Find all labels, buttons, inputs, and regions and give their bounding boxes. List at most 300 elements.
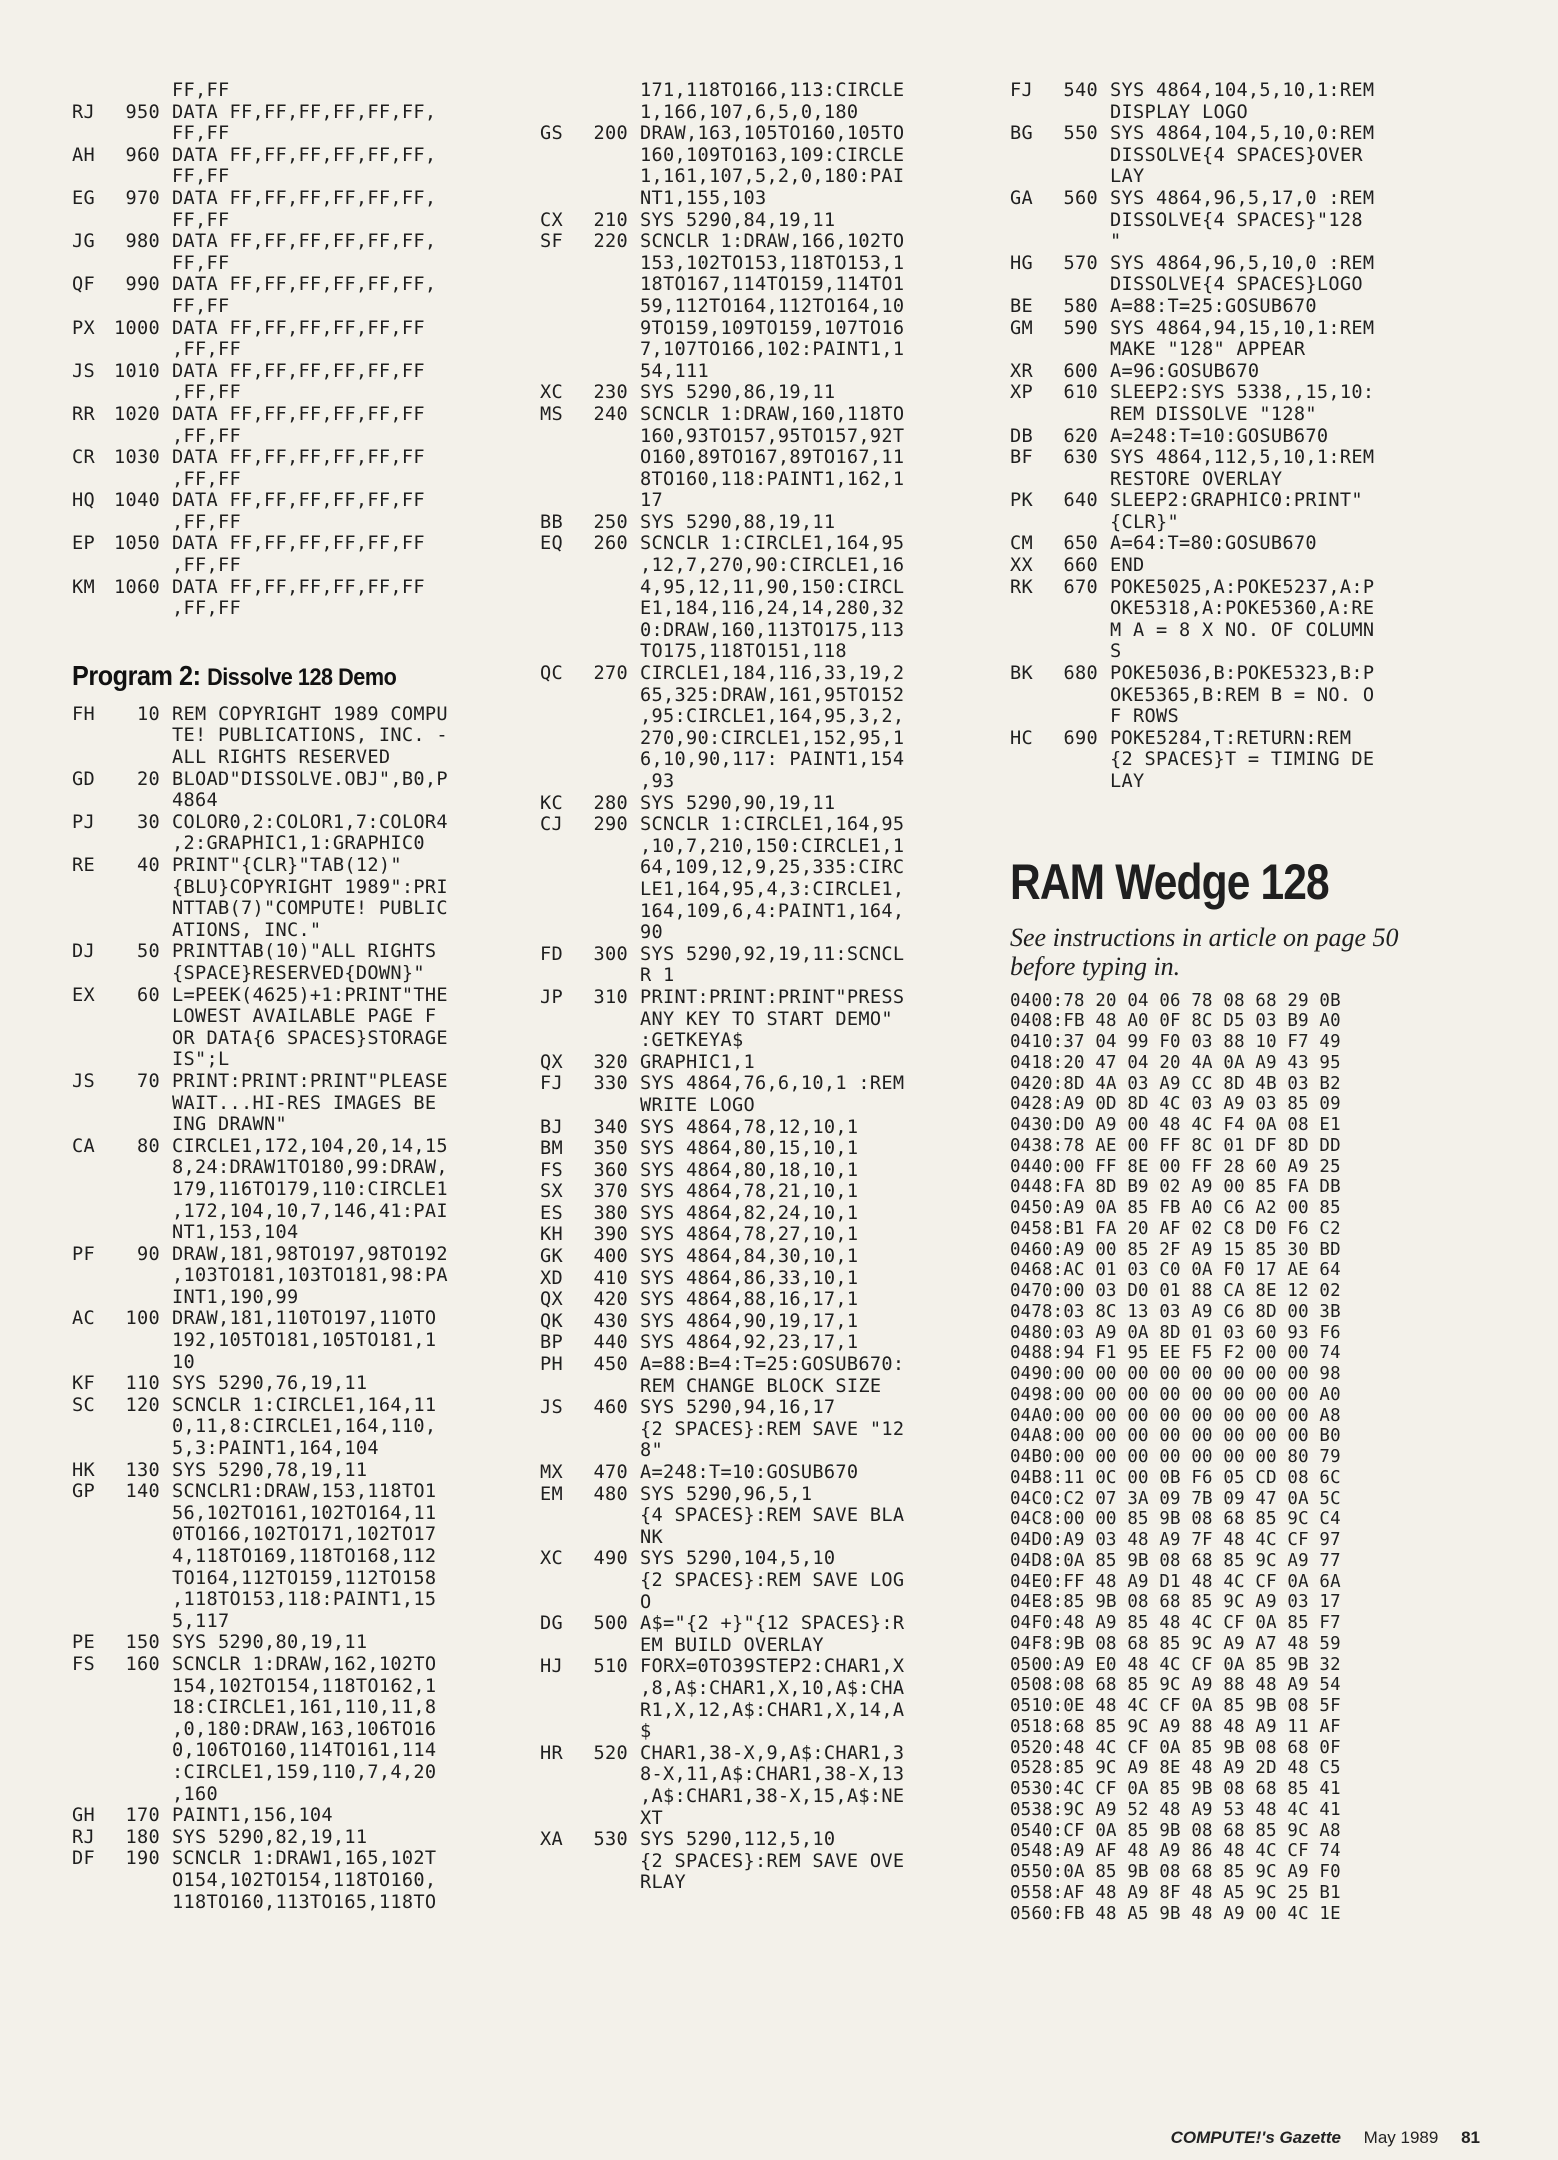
line-number: 1050 <box>114 533 160 555</box>
listing-line <box>72 1071 512 1136</box>
code: SYS 5290,82,19,11 <box>172 1826 368 1848</box>
line-number: 580 <box>1063 295 1098 317</box>
line-number: 600 <box>1063 360 1098 382</box>
code: SYS 4864,78,21,10,1 <box>640 1181 859 1203</box>
listing-line <box>72 404 512 447</box>
checksum: DG <box>540 1613 563 1635</box>
checksum: DJ <box>72 941 95 963</box>
hex-line: 0410:37 04 99 F0 03 88 10 F7 49 <box>1010 1032 1341 1053</box>
checksum: CJ <box>540 814 563 836</box>
checksum: CM <box>1010 533 1033 555</box>
code: SYS 5290,80,19,11 <box>172 1632 368 1654</box>
listing-line <box>72 145 512 188</box>
hex-line: 0508:08 68 85 9C A9 88 48 A9 54 <box>1010 1675 1341 1696</box>
listing-line <box>540 1117 988 1139</box>
checksum: MS <box>540 403 563 425</box>
basic-listing-program2-end <box>1010 80 1460 793</box>
checksum: BG <box>1010 123 1033 145</box>
code: A=64:T=80:GOSUB670 <box>1110 533 1317 555</box>
line-number: 690 <box>1063 727 1098 749</box>
listing-line <box>1010 361 1460 383</box>
checksum: PF <box>72 1243 95 1265</box>
hex-line: 0468:AC 01 03 C0 0A F0 17 AE 64 <box>1010 1260 1341 1281</box>
checksum: XP <box>1010 382 1033 404</box>
code: CIRCLE1,172,104,20,14,15 8,24:DRAW1TO180,99:DRAW, 179,116TO179,110:CIRCLE1 ,172,104,10,7,146,41:PAI NT1,153,104 <box>172 1135 448 1244</box>
line-number: 210 <box>593 209 628 231</box>
listing-line <box>540 814 988 944</box>
issue-date: May 1989 <box>1363 2128 1439 2147</box>
checksum: DF <box>72 1848 95 1870</box>
checksum: QF <box>72 274 95 296</box>
checksum: GK <box>540 1246 563 1268</box>
listing-line <box>540 382 988 404</box>
line-number: 610 <box>1063 382 1098 404</box>
listing-line <box>540 1073 988 1116</box>
listing-line <box>72 533 512 576</box>
checksum: HC <box>1010 727 1033 749</box>
line-number: 950 <box>125 101 160 123</box>
listing-line <box>540 123 988 209</box>
checksum: GH <box>72 1805 95 1827</box>
listing-line <box>540 987 988 1052</box>
listing-line <box>1010 577 1460 663</box>
checksum: EX <box>72 984 95 1006</box>
code: DATA FF,FF,FF,FF,FF,FF ,FF,FF <box>172 533 425 577</box>
checksum: QX <box>540 1051 563 1073</box>
line-number: 330 <box>593 1073 628 1095</box>
line-number: 300 <box>593 943 628 965</box>
listing-line <box>1010 533 1460 555</box>
column-left <box>72 80 512 1913</box>
hex-line: 04B8:11 0C 00 0B F6 05 CD 08 6C <box>1010 1467 1341 1488</box>
listing-line <box>72 188 512 231</box>
listing-line <box>1010 318 1460 361</box>
line-number <box>578 80 640 123</box>
line-number: 90 <box>137 1243 160 1265</box>
code: SLEEP2:SYS 5338,,15,10: REM DISSOLVE "128" <box>1110 382 1375 425</box>
hex-line: 0418:20 47 04 20 4A 0A A9 43 95 <box>1010 1052 1341 1073</box>
code: SYS 4864,104,5,10,0:REM DISSOLVE{4 SPACES}OVER LAY <box>1110 123 1375 188</box>
hex-line: 0450:A9 0A 85 FB A0 C6 A2 00 85 <box>1010 1198 1341 1219</box>
hex-line: 04A8:00 00 00 00 00 00 00 00 B0 <box>1010 1426 1341 1447</box>
code: SCNCLR 1:DRAW1,165,102T O154,102TO154,118TO160, 118TO160,113TO165,118TO <box>172 1848 437 1913</box>
hex-line: 0448:FA 8D B9 02 A9 00 85 FA DB <box>1010 1177 1341 1198</box>
code: SYS 4864,76,6,10,1 :REM WRITE LOGO <box>640 1073 905 1116</box>
listing-line <box>1010 123 1460 188</box>
listing-line <box>1010 555 1460 577</box>
listing-line <box>540 1138 988 1160</box>
listing-line <box>1010 296 1460 318</box>
listing-line <box>72 704 512 769</box>
listing-line <box>540 1181 988 1203</box>
code: SYS 4864,96,5,10,0 :REM DISSOLVE{4 SPACES}LOGO <box>1110 252 1375 296</box>
code: SYS 4864,90,19,17,1 <box>640 1310 859 1332</box>
checksum: XX <box>1010 555 1033 577</box>
checksum: GA <box>1010 187 1033 209</box>
checksum: BB <box>540 511 563 533</box>
line-number: 30 <box>137 811 160 833</box>
listing-line <box>72 577 512 620</box>
line-number: 970 <box>125 187 160 209</box>
checksum: QK <box>540 1310 563 1332</box>
line-number: 120 <box>125 1394 160 1416</box>
line-number: 40 <box>137 855 160 876</box>
listing-line <box>1010 663 1460 728</box>
listing-line <box>540 210 988 232</box>
checksum: XD <box>540 1267 563 1289</box>
line-number: 240 <box>593 403 628 425</box>
listing-line <box>72 361 512 404</box>
code: SYS 4864,84,30,10,1 <box>640 1246 859 1268</box>
listing-line <box>72 855 512 941</box>
listing-line <box>72 1244 512 1309</box>
line-number: 990 <box>125 274 160 296</box>
code: SYS 4864,92,23,17,1 <box>640 1332 859 1354</box>
hex-line: 04E8:85 9B 08 68 85 9C A9 03 17 <box>1010 1592 1341 1613</box>
hex-line: 0528:85 9C A9 8E 48 A9 2D 48 C5 <box>1010 1758 1341 1779</box>
hex-line: 0548:A9 AF 48 A9 86 48 4C CF 74 <box>1010 1841 1341 1862</box>
line-number: 660 <box>1063 555 1098 577</box>
line-number: 590 <box>1063 317 1098 339</box>
checksum: HJ <box>540 1656 563 1678</box>
code: SYS 4864,78,12,10,1 <box>640 1116 859 1138</box>
line-number: 290 <box>593 814 628 836</box>
listing-line <box>72 985 512 1071</box>
listing-line <box>72 1848 512 1913</box>
code: 171,118TO166,113:CIRCLE 1,166,107,6,5,0,180 <box>640 80 905 123</box>
hex-line: 04E0:FF 48 A9 D1 48 4C CF 0A 6A <box>1010 1571 1341 1592</box>
basic-listing-program1-end <box>72 80 512 620</box>
hex-line: 0458:B1 FA 20 AF 02 C8 D0 F6 C2 <box>1010 1218 1341 1239</box>
code: SYS 4864,94,15,10,1:REM MAKE "128" APPEAR <box>1110 317 1375 361</box>
code: CHAR1,38-X,9,A$:CHAR1,3 8-X,11,A$:CHAR1,38-X,13 ,A$:CHAR1,38-X,15,A$:NE XT <box>640 1742 905 1829</box>
checksum: PK <box>1010 490 1033 512</box>
line-number: 180 <box>125 1826 160 1848</box>
line-number: 980 <box>125 231 160 253</box>
line-number: 150 <box>125 1632 160 1654</box>
code: SCNCLR1:DRAW,153,118TO1 56,102TO161,102TO164,11 0TO166,102TO171,102TO17 4,118TO169,118TO168,112 TO164,112TO159,112TO158 ,118TO153,118:PAINT1,15 5,117 <box>172 1481 437 1632</box>
listing-line <box>540 1829 988 1894</box>
checksum: RE <box>72 855 95 876</box>
listing-line <box>540 1332 988 1354</box>
hex-line: 0538:9C A9 52 48 A9 53 48 4C 41 <box>1010 1799 1341 1820</box>
checksum: HR <box>540 1742 563 1764</box>
line-number: 50 <box>137 941 160 963</box>
listing-line <box>72 447 512 490</box>
line-number: 650 <box>1063 533 1098 555</box>
listing-line <box>540 533 988 663</box>
code: GRAPHIC1,1 <box>640 1051 755 1073</box>
line-number: 320 <box>593 1051 628 1073</box>
code: END <box>1110 555 1145 577</box>
listing-line <box>540 1656 988 1742</box>
line-number: 20 <box>137 768 160 790</box>
line-number: 230 <box>593 382 628 404</box>
line-number: 310 <box>593 986 628 1008</box>
checksum: PE <box>72 1632 95 1654</box>
listing-line <box>72 1481 512 1632</box>
column-middle <box>540 80 988 1894</box>
checksum: SX <box>540 1181 563 1203</box>
hex-line: 0518:68 85 9C A9 88 48 A9 11 AF <box>1010 1716 1341 1737</box>
checksum: HG <box>1010 252 1033 274</box>
checksum: AC <box>72 1308 95 1330</box>
checksum: BM <box>540 1138 563 1160</box>
listing-line <box>72 941 512 984</box>
code: DRAW,181,98TO197,98TO192 ,103TO181,103TO181,98:PA INT1,190,99 <box>172 1243 448 1308</box>
listing-line <box>540 1311 988 1333</box>
hex-line: 0550:0A 85 9B 08 68 85 9C A9 F0 <box>1010 1862 1341 1883</box>
magazine-name: COMPUTE!'s Gazette <box>1170 2128 1341 2147</box>
listing-line <box>540 1397 988 1462</box>
line-number: 490 <box>593 1548 628 1570</box>
line-number: 520 <box>593 1742 628 1764</box>
hex-line: 0408:FB 48 A0 0F 8C D5 03 B9 A0 <box>1010 1011 1341 1032</box>
code: DRAW,181,110TO197,110TO 192,105TO181,105TO181,1 10 <box>172 1308 437 1373</box>
line-number: 220 <box>593 231 628 253</box>
line-number: 350 <box>593 1138 628 1160</box>
checksum: GM <box>1010 317 1033 339</box>
code: SYS 4864,82,24,10,1 <box>640 1202 859 1224</box>
code: SCNCLR 1:CIRCLE1,164,95 ,10,7,210,150:CIRCLE1,1 64,109,12,9,25,335:CIRC LE1,164,95,4,3:CIRCLE1, 164,109,6,4:PAINT1,164, 90 <box>640 814 905 944</box>
line-number: 200 <box>593 123 628 145</box>
checksum: PX <box>72 317 95 339</box>
code: A=96:GOSUB670 <box>1110 360 1260 382</box>
checksum: MX <box>540 1462 563 1483</box>
checksum: FS <box>540 1159 563 1181</box>
hex-line: 0560:FB 48 A5 9B 48 A9 00 4C 1E <box>1010 1903 1341 1924</box>
listing-line <box>1010 80 1460 123</box>
code: DATA FF,FF,FF,FF,FF,FF, FF,FF <box>172 187 437 231</box>
code: PRINTTAB(10)"ALL RIGHTS {SPACE}RESERVED{DOWN}" <box>172 941 437 984</box>
listing-line <box>72 1805 512 1827</box>
line-number: 560 <box>1063 187 1098 209</box>
hex-line: 0400:78 20 04 06 78 08 68 29 0B <box>1010 990 1341 1011</box>
listing-line <box>1010 447 1460 490</box>
code: CIRCLE1,184,116,33,19,2 65,325:DRAW,161,95TO152 ,95:CIRCLE1,164,95,3,2, 270,90:CIRCLE1,152,95,1 6,10,90,117: PAINT1,154 ,93 <box>640 663 905 792</box>
listing-line <box>72 1632 512 1654</box>
code: SYS 4864,96,5,17,0 :REM DISSOLVE{4 SPACES}"128 " <box>1110 187 1375 253</box>
checksum: JG <box>72 231 95 253</box>
hex-line: 0430:D0 A9 00 48 4C F4 0A 08 E1 <box>1010 1115 1341 1136</box>
code: L=PEEK(4625)+1:PRINT"THE LOWEST AVAILABLE PAGE F OR DATA{6 SPACES}STORAGE IS";L <box>172 984 448 1071</box>
hex-line: 0558:AF 48 A9 8F 48 A5 9C 25 B1 <box>1010 1882 1341 1903</box>
listing-line <box>540 512 988 534</box>
code: DATA FF,FF,FF,FF,FF,FF, FF,FF <box>172 231 437 274</box>
line-number: 420 <box>593 1289 628 1311</box>
listing-line <box>540 793 988 815</box>
code: SCNCLR 1:DRAW,162,102TO 154,102TO154,118TO162,1 18:CIRCLE1,161,110,11,8 ,0,180:DRAW,163,106TO16 0,106TO160,114TO161,114 :CIRCLE1,159,110,7,4,20 ,160 <box>172 1653 437 1805</box>
line-number: 1030 <box>114 447 160 469</box>
line-number: 190 <box>125 1848 160 1870</box>
program2-subtitle: Dissolve 128 Demo <box>207 663 397 691</box>
hex-line: 04D0:A9 03 48 A9 7F 48 4C CF 97 <box>1010 1530 1341 1551</box>
listing-line <box>72 102 512 145</box>
checksum: JS <box>540 1397 563 1419</box>
checksum: JP <box>540 986 563 1008</box>
listing-line <box>1010 253 1460 296</box>
line-number: 960 <box>125 144 160 166</box>
code: DATA FF,FF,FF,FF,FF,FF, FF,FF <box>172 274 437 317</box>
line-number: 1020 <box>114 403 160 425</box>
listing-line <box>540 1743 988 1829</box>
code: SCNCLR 1:CIRCLE1,164,95 ,12,7,270,90:CIRCLE1,16 4,95,12,11,90,150:CIRCL E1,184,116,24,14,280,32 0:DRAW,160,113TO175,113 TO175,118TO151,118 <box>640 533 905 663</box>
line-number: 390 <box>593 1224 628 1246</box>
line-number: 100 <box>125 1308 160 1330</box>
code: SYS 5290,104,5,10 {2 SPACES}:REM SAVE LOG O <box>640 1548 905 1613</box>
code: SYS 5290,96,5,1 {4 SPACES}:REM SAVE BLA NK <box>640 1483 905 1548</box>
code: COLOR0,2:COLOR1,7:COLOR4 ,2:GRAPHIC1,1:GRAPHIC0 <box>172 811 448 855</box>
listing-line <box>1010 382 1460 425</box>
code: DATA FF,FF,FF,FF,FF,FF, FF,FF <box>172 101 437 145</box>
hex-line: 0420:8D 4A 03 A9 CC 8D 4B 03 B2 <box>1010 1073 1341 1094</box>
code: A$="{2 +}"{12 SPACES}:R EM BUILD OVERLAY <box>640 1613 905 1656</box>
listing-line <box>540 944 988 987</box>
code: SYS 4864,80,18,10,1 <box>640 1159 859 1181</box>
line-number: 1010 <box>114 360 160 382</box>
checksum: AH <box>72 144 95 166</box>
listing-line <box>1010 188 1460 253</box>
column-right <box>1010 80 1460 1924</box>
code: SCNCLR 1:DRAW,166,102TO 153,102TO153,118TO153,1 18TO167,114TO159,114TO1 59,112TO164,112TO164,10 9TO159,109TO159,107TO16 7,107TO166,102:PAINT1,1 54,111 <box>640 231 905 382</box>
checksum: RR <box>72 403 95 425</box>
listing-line <box>540 1160 988 1182</box>
checksum: FD <box>540 943 563 965</box>
checksum: BK <box>1010 663 1033 685</box>
checksum: RJ <box>72 1826 95 1848</box>
code: PAINT1,156,104 <box>172 1805 333 1827</box>
hex-line: 0480:03 A9 0A 8D 01 03 60 93 F6 <box>1010 1322 1341 1343</box>
program2-title: Program 2: <box>72 659 201 691</box>
line-number: 10 <box>137 703 160 725</box>
code: SYS 5290,88,19,11 <box>640 511 836 533</box>
checksum: FS <box>72 1653 95 1675</box>
checksum: KC <box>540 792 563 814</box>
checksum: XC <box>540 1548 563 1570</box>
listing-line <box>72 1827 512 1849</box>
checksum: BJ <box>540 1116 563 1138</box>
line-number: 460 <box>593 1397 628 1419</box>
checksum: GP <box>72 1481 95 1503</box>
listing-line <box>72 80 512 102</box>
basic-listing-program2-cont <box>540 80 988 1894</box>
listing-line <box>540 1354 988 1397</box>
checksum: BP <box>540 1332 563 1354</box>
line-number: 130 <box>125 1459 160 1481</box>
line-number: 680 <box>1063 663 1098 685</box>
code: DATA FF,FF,FF,FF,FF,FF ,FF,FF <box>172 576 425 620</box>
checksum: SC <box>72 1394 95 1416</box>
listing-line <box>72 1373 512 1395</box>
code: SCNCLR 1:DRAW,160,118TO 160,93TO157,95TO157,92T O160,89TO167,89TO167,11 8TO160,118:PAINT1,162,1 17 <box>640 403 905 512</box>
checksum: XC <box>540 382 563 404</box>
hex-line: 04D8:0A 85 9B 08 68 85 9C A9 77 <box>1010 1550 1341 1571</box>
code: SLEEP2:GRAPHIC0:PRINT" {CLR}" <box>1110 490 1363 533</box>
checksum: PH <box>540 1354 563 1376</box>
line-number: 430 <box>593 1310 628 1332</box>
hex-line: 0438:78 AE 00 FF 8C 01 DF 8D DD <box>1010 1135 1341 1156</box>
checksum: XA <box>540 1829 563 1851</box>
checksum <box>540 80 578 123</box>
checksum: CX <box>540 209 563 231</box>
checksum: BE <box>1010 295 1033 317</box>
hex-line: 0500:A9 E0 48 4C CF 0A 85 9B 32 <box>1010 1654 1341 1675</box>
line-number: 160 <box>125 1653 160 1675</box>
listing-line <box>1010 728 1460 793</box>
code: DRAW,163,105TO160,105TO 160,109TO163,109:CIRCLE 1,161,107,5,2,0,180:PAI NT1,155,103 <box>640 123 905 209</box>
checksum: DB <box>1010 425 1033 447</box>
checksum: JS <box>72 360 95 382</box>
code: SYS 4864,86,33,10,1 <box>640 1267 859 1289</box>
line-number: 80 <box>137 1135 160 1157</box>
line-number: 470 <box>593 1462 628 1483</box>
code: A=248:T=10:GOSUB670 <box>640 1462 859 1483</box>
checksum: KH <box>540 1224 563 1246</box>
hex-line: 0460:A9 00 85 2F A9 15 85 30 BD <box>1010 1239 1341 1260</box>
listing-line <box>72 1308 512 1373</box>
checksum: EM <box>540 1483 563 1505</box>
code: A=88:B=4:T=25:GOSUB670: REM CHANGE BLOCK SIZE <box>640 1354 905 1397</box>
line-number: 250 <box>593 511 628 533</box>
checksum: FJ <box>1010 80 1033 101</box>
hex-line: 0530:4C CF 0A 85 9B 08 68 85 41 <box>1010 1779 1341 1800</box>
checksum: PJ <box>72 811 95 833</box>
line-number: 1060 <box>114 576 160 598</box>
checksum: HK <box>72 1459 95 1481</box>
line-number: 550 <box>1063 123 1098 145</box>
line-number <box>110 80 172 102</box>
code: DATA FF,FF,FF,FF,FF,FF ,FF,FF <box>172 490 425 533</box>
hex-line: 04C8:00 00 85 9B 08 68 85 9C C4 <box>1010 1509 1341 1530</box>
listing-line <box>72 231 512 274</box>
hex-line: 04F8:9B 08 68 85 9C A9 A7 48 59 <box>1010 1633 1341 1654</box>
code: POKE5036,B:POKE5323,B:P OKE5365,B:REM B = NO. O F ROWS <box>1110 663 1375 728</box>
code: DATA FF,FF,FF,FF,FF,FF, FF,FF <box>172 144 437 188</box>
code: SYS 4864,112,5,10,1:REM RESTORE OVERLAY <box>1110 447 1375 490</box>
line-number: 370 <box>593 1181 628 1203</box>
line-number: 620 <box>1063 425 1098 447</box>
page-number: 81 <box>1461 2128 1480 2147</box>
listing-line <box>540 1462 988 1484</box>
line-number: 60 <box>137 984 160 1006</box>
listing-line <box>540 1052 988 1074</box>
listing-line <box>540 1289 988 1311</box>
checksum: KM <box>72 576 95 598</box>
line-number: 410 <box>593 1267 628 1289</box>
listing-line <box>72 1395 512 1460</box>
listing-line <box>540 1613 988 1656</box>
checksum: CR <box>72 447 95 469</box>
code: PRINT:PRINT:PRINT"PLEASE WAIT...HI-RES IMAGES BE ING DRAWN" <box>172 1070 448 1136</box>
code: REM COPYRIGHT 1989 COMPU TE! PUBLICATIONS, INC. - ALL RIGHTS RESERVED <box>172 703 448 769</box>
listing-line <box>540 1268 988 1290</box>
listing-line <box>1010 426 1460 448</box>
line-number: 570 <box>1063 252 1098 274</box>
checksum: EP <box>72 533 95 555</box>
listing-line <box>540 231 988 382</box>
code: DATA FF,FF,FF,FF,FF,FF ,FF,FF <box>172 360 425 404</box>
line-number: 630 <box>1063 447 1098 469</box>
code: SYS 4864,78,27,10,1 <box>640 1224 859 1246</box>
code: SCNCLR 1:CIRCLE1,164,11 0,11,8:CIRCLE1,164,110, 5,3:PAINT1,164,104 <box>172 1394 437 1460</box>
listing-line <box>72 1460 512 1482</box>
listing-line <box>72 812 512 855</box>
hex-line: 0510:0E 48 4C CF 0A 85 9B 08 5F <box>1010 1696 1341 1717</box>
hex-line: 0520:48 4C CF 0A 85 9B 08 68 0F <box>1010 1737 1341 1758</box>
hex-line: 0540:CF 0A 85 9B 08 68 85 9C A8 <box>1010 1820 1341 1841</box>
checksum: GD <box>72 768 95 790</box>
hex-listing <box>1010 991 1460 1925</box>
